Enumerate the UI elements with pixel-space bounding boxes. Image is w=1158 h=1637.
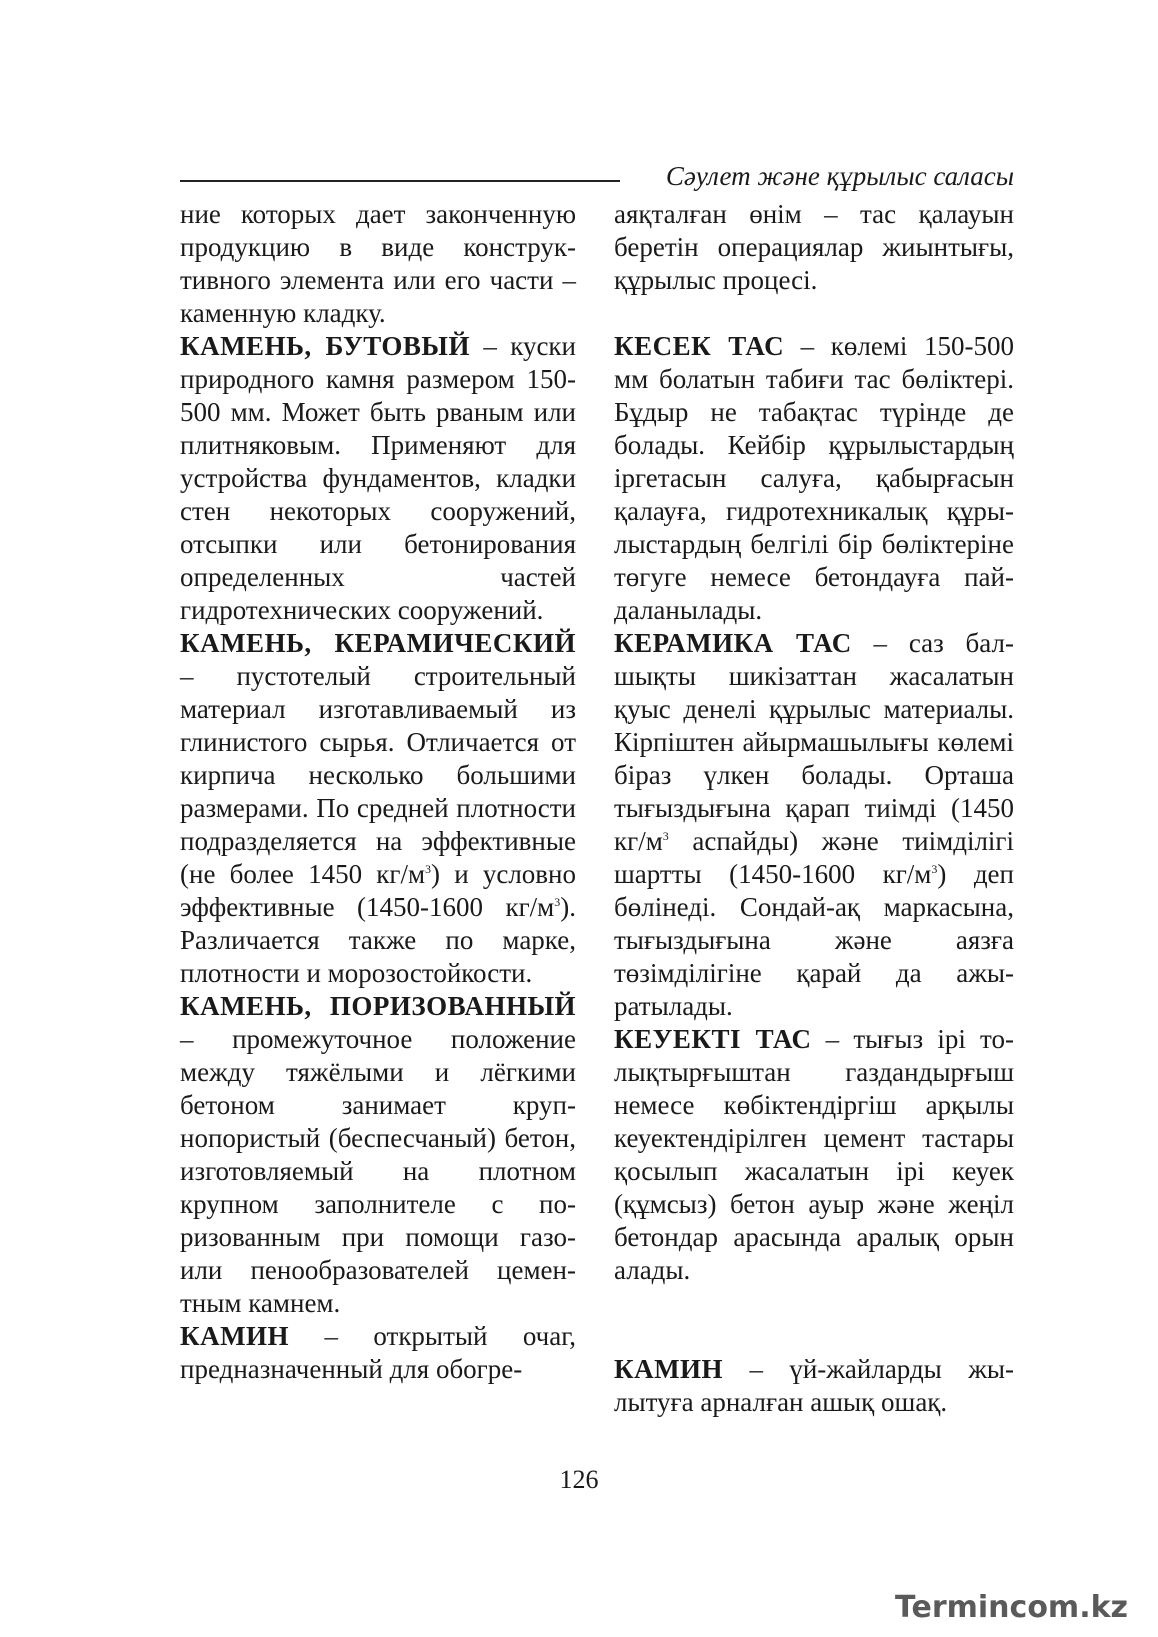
- entry-kamen-butovyi: [180, 330, 576, 627]
- entry-definition: ) деп бөлінеді. Сондай-ақ маркасына, тығыздығына және аязға төзімділігіне қарай да ажыратылады.: [614, 859, 1014, 1021]
- left-continuation: ние которых дает законченную продукцию в виде конструктивного элемента или его части – каменную кладку.: [180, 199, 576, 328]
- header-rule: [180, 180, 620, 182]
- entry-term: КАМИН: [614, 1354, 724, 1384]
- entry-term: КАМЕНЬ, ПОРИЗОВАННЫЙ: [180, 991, 576, 1021]
- entry-term: КЕРАМИКА ТАС: [614, 628, 852, 658]
- right-column: [614, 198, 1014, 1419]
- entry-kamin-kz: [614, 1353, 1014, 1419]
- entry-term: КАМЕНЬ, БУТОВЫЙ: [180, 331, 470, 361]
- entry-kesek-tas: [614, 330, 1014, 627]
- entry-term: КАМЕНЬ, КЕРАМИЧЕСКИЙ: [180, 628, 576, 658]
- entry-keuekti-tas: [614, 1023, 1014, 1287]
- superscript: 3: [662, 829, 669, 843]
- superscript: 3: [931, 862, 938, 876]
- entry-kamen-porizovannyi: [180, 990, 576, 1320]
- entry-definition: – көлемі 150-500 мм болатын табиғи тас бөліктері. Бұдыр не табақтас түрінде де болады. Кейбір құрылыстардың іргетасын салуға, қабырғасын қалауға, гидротехникалық құрылыстардың белгілі бір бөліктеріне төгуге немесе бетондауға пайдаланылады.: [614, 331, 1014, 625]
- superscript: 3: [425, 862, 432, 876]
- entry-kamin-ru: [180, 1320, 576, 1386]
- left-column: [180, 198, 576, 1386]
- right-continuation: аяқталған өнім – тас қалауын беретін операциялар жиынтығы, құрылыс процесі.: [614, 199, 1014, 295]
- page-number: 126: [559, 1465, 599, 1494]
- entry-definition: – үй-жайларды жылытуға арналған ашық ошақ.: [614, 1354, 1014, 1417]
- entry-definition: – промежуточное положение между тяжёлыми и лёгкими бетоном занимает крупнопористый (беспесчаный) бетон, изготовляемый на плотном крупном заполнителе с поризованным при помощи газо- или пенообразователей цементным камнем.: [180, 1024, 576, 1318]
- entry-definition: ). Различается также по марке, плотности и морозостойкости.: [180, 892, 576, 988]
- entry-definition: – пустотелый строительный материал изготавливаемый из глинистого сырья. Отличается от кирпича несколько большими размерами. По средней плотности подразделяется на эффективные (не более 1450 кг/м: [180, 661, 576, 889]
- entry-definition: – открытый очаг, предназначенный для обогре-: [180, 1321, 576, 1384]
- spacer: [614, 1287, 1014, 1353]
- entry-term: КЕУЕКТІ ТАС: [614, 1024, 812, 1054]
- entry-keramika-tas: [614, 627, 1014, 1023]
- entry-term: КЕСЕК ТАС: [614, 331, 785, 361]
- entry-kamen-keramicheskii: [180, 627, 576, 990]
- site-watermark-logo: Termincom.kz: [895, 1590, 1128, 1625]
- entry-definition: – саз балшықты шикізаттан жасалатын қуыс денелі құрылыс материалы. Кірпіштен айырмашылығы көлемі біраз үлкен болады. Орташа тығыздығына қарап тиімді (1450 кг/м: [614, 628, 1014, 856]
- entry-definition: – куски природного камня размером 150-500 мм. Может быть рваным или плитняковым. Применяют для устройства фундаментов, кладки стен некоторых сооружений, отсыпки или бетонирования определенных частей гидротехнических сооружений.: [180, 331, 576, 625]
- superscript: 3: [554, 895, 561, 909]
- entry-term: КАМИН: [180, 1321, 290, 1351]
- entry-definition: ) и условно эффективные (1450-1600 кг/м: [180, 859, 576, 922]
- entry-definition: – тығыз ірі толықтырғыштан газдандырғыш немесе көбіктендіргіш арқылы кеуектендірілген цемент тастары қосылып жасалатын ірі кеуек (құмсыз) бетон ауыр және жеңіл бетондар арасында аралық орын алады.: [614, 1024, 1014, 1285]
- spacer: [614, 297, 1014, 330]
- running-head: Сәулет және құрылыс саласы: [665, 161, 1014, 191]
- entry-definition: аспайды) және тиімділігі шартты (1450-1600 кг/м: [614, 826, 1014, 889]
